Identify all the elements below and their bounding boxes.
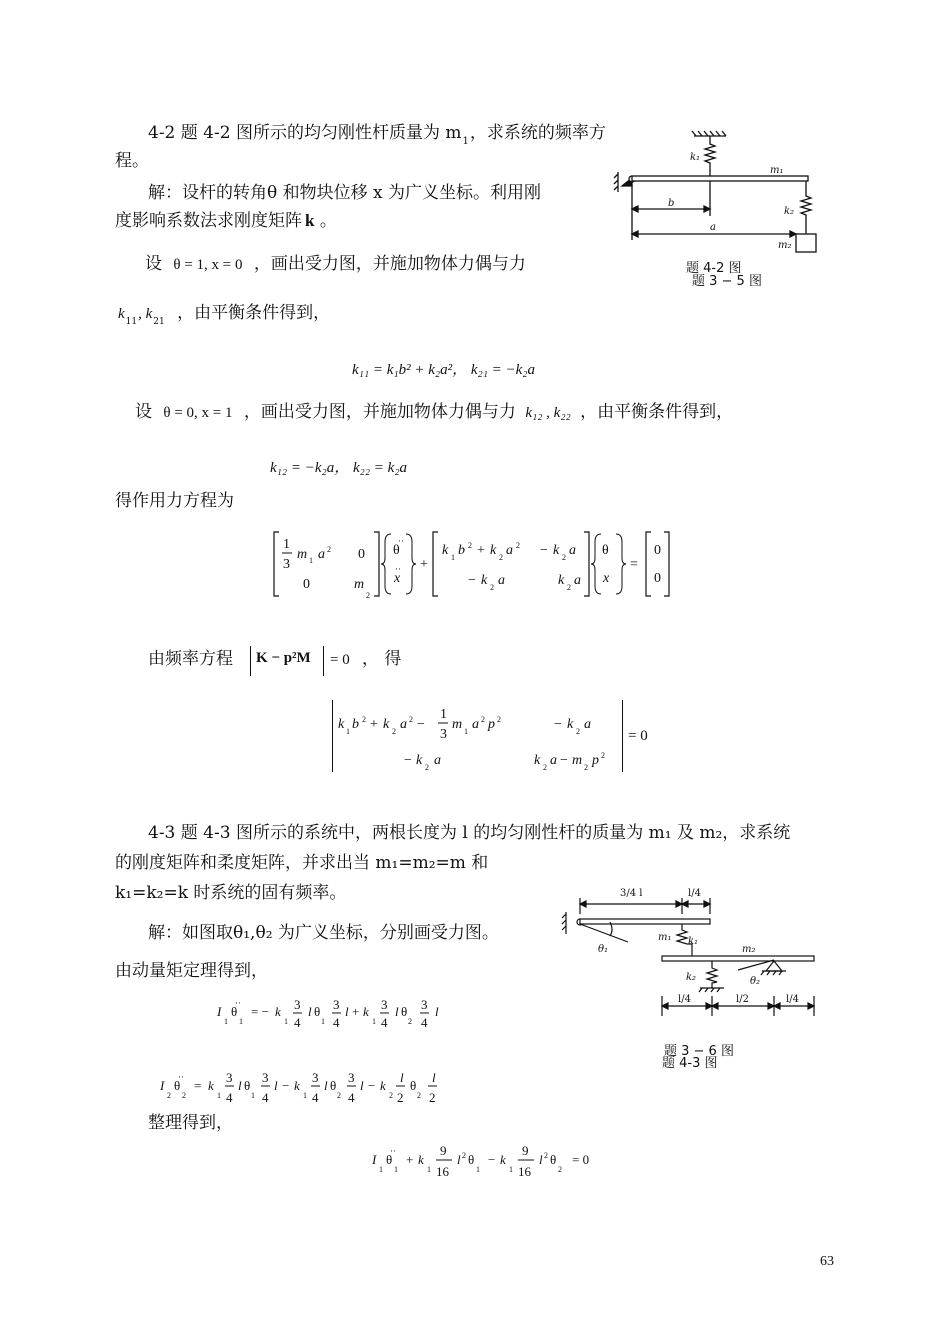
svg-text:2: 2	[409, 715, 413, 724]
det-bar-right-small	[323, 646, 324, 676]
svg-text:k: k	[558, 573, 565, 588]
svg-text:l: l	[539, 1152, 543, 1167]
svg-text:3: 3	[294, 997, 301, 1012]
svg-text:2: 2	[601, 751, 605, 760]
det-bar-right	[622, 700, 623, 772]
figure-4-3-caption: 题 4-3 图	[662, 1056, 718, 1071]
svg-text:l: l	[457, 1152, 461, 1167]
svg-text:3: 3	[312, 1070, 319, 1085]
svg-text:θ: θ	[231, 1004, 238, 1019]
rearranged-eq-svg	[370, 1140, 630, 1182]
svg-text:−: −	[368, 1078, 376, 1093]
svg-text:3: 3	[262, 1070, 269, 1085]
fig43-theta1-label: θ₁	[598, 944, 609, 955]
svg-text:1: 1	[251, 1091, 255, 1100]
svg-text:1: 1	[464, 727, 468, 736]
svg-text:m: m	[572, 753, 583, 768]
svg-text:3: 3	[421, 997, 428, 1012]
moment-eq-2	[158, 1068, 498, 1110]
svg-text:θ: θ	[174, 1078, 181, 1093]
svg-text:4: 4	[381, 1015, 388, 1030]
svg-text:2: 2	[558, 1165, 562, 1174]
svg-text:··: ··	[395, 564, 401, 574]
svg-text:2: 2	[362, 715, 366, 724]
svg-text:9: 9	[440, 1143, 447, 1158]
svg-text:p: p	[592, 753, 599, 768]
svg-text:1: 1	[283, 537, 290, 552]
svg-text:2: 2	[366, 591, 370, 600]
svg-text:0: 0	[654, 571, 661, 586]
svg-text:a: a	[318, 547, 325, 562]
figure-4-3-drawing	[558, 884, 828, 1034]
svg-text:+: +	[352, 1004, 360, 1019]
svg-text:2: 2	[576, 727, 580, 736]
svg-text:b: b	[458, 543, 465, 558]
fig42-k2-label: k₂	[784, 206, 795, 217]
svg-text:1: 1	[379, 1165, 383, 1174]
svg-text:4: 4	[421, 1015, 428, 1030]
svg-text:θ: θ	[386, 1152, 393, 1167]
svg-text:k: k	[275, 1004, 281, 1019]
svg-text:θ: θ	[401, 1004, 408, 1019]
svg-text:2: 2	[481, 715, 485, 724]
moment-eq-1-svg	[215, 994, 475, 1034]
svg-text:a: a	[550, 753, 557, 768]
set-theta1-line: 设 θ = 1, x = 0 ，画出受力图，并施加物体力偶与力	[145, 254, 526, 274]
svg-text:4: 4	[348, 1090, 355, 1105]
solution-4-3-line2: 由动量矩定理得到，	[115, 961, 268, 981]
svg-text:k: k	[208, 1078, 214, 1093]
svg-text:k: k	[534, 753, 541, 768]
equation-of-motion-matrix	[270, 528, 690, 600]
fig43-three-quarter-label: 3/4 l	[620, 888, 643, 899]
moment-eq-2-svg	[158, 1068, 498, 1110]
svg-text:16: 16	[436, 1164, 449, 1179]
svg-text:−: −	[488, 1152, 496, 1167]
determinant-equals: = 0	[628, 728, 648, 744]
svg-text:2: 2	[562, 553, 566, 562]
svg-text:I: I	[217, 1004, 222, 1019]
svg-text:2: 2	[584, 763, 588, 772]
problem-4-3-line1: 4-3 题 4-3 图所示的系统中，两根长度为 l 的均匀刚性杆的质量为 m₁ 及 m₂，求系统	[148, 823, 791, 843]
svg-text:3: 3	[226, 1070, 233, 1085]
frequency-determinant	[336, 700, 621, 772]
svg-text:2: 2	[408, 1017, 412, 1026]
fig43-quarter-bottom2-label: l/4	[786, 994, 799, 1005]
matrix-brackets	[270, 528, 690, 600]
svg-text:2: 2	[167, 1091, 171, 1100]
svg-text:k: k	[363, 1004, 369, 1019]
svg-text:l: l	[308, 1004, 312, 1019]
svg-text:2: 2	[544, 1151, 548, 1160]
figure-4-2-caption: 题 4-2 图	[686, 261, 742, 276]
svg-text:0: 0	[303, 577, 310, 592]
svg-text:=: =	[194, 1078, 202, 1093]
rearranged-eq	[370, 1140, 630, 1182]
svg-text:2: 2	[392, 727, 396, 736]
svg-text:=: =	[630, 557, 638, 572]
svg-text:p: p	[488, 717, 495, 732]
fig43-half-label: l/2	[736, 994, 749, 1005]
svg-text:2: 2	[543, 763, 547, 772]
fig42-a-label: a	[710, 222, 716, 233]
arrange-label: 整理得到，	[148, 1113, 233, 1133]
svg-text:−: −	[554, 717, 562, 732]
svg-text:a: a	[574, 573, 581, 588]
svg-text:l: l	[324, 1078, 328, 1093]
svg-text:k: k	[442, 543, 449, 558]
svg-text:x: x	[603, 571, 610, 586]
svg-text:m: m	[452, 717, 463, 732]
svg-text:θ: θ	[244, 1078, 251, 1093]
svg-text:1: 1	[476, 1165, 480, 1174]
svg-text:θ: θ	[602, 543, 609, 558]
svg-text:1: 1	[346, 727, 350, 736]
svg-text:2: 2	[462, 1151, 466, 1160]
svg-text:θ: θ	[410, 1078, 417, 1093]
svg-text:4: 4	[226, 1090, 233, 1105]
svg-text:1: 1	[309, 556, 313, 565]
det-bar-left	[332, 700, 333, 772]
svg-text:1: 1	[394, 1165, 398, 1174]
svg-text:1: 1	[303, 1091, 307, 1100]
svg-text:l: l	[360, 1078, 364, 1093]
fig43-m1-label: m₁	[658, 932, 672, 943]
figure-4-3	[558, 884, 828, 1034]
fig42-m2-label: m₂	[778, 240, 792, 251]
svg-text:1: 1	[427, 1165, 431, 1174]
svg-text:θ: θ	[330, 1078, 337, 1093]
page-number: 63	[820, 1254, 834, 1269]
svg-text:l: l	[435, 1004, 439, 1019]
svg-text:1: 1	[224, 1017, 228, 1026]
svg-text:2: 2	[397, 1090, 404, 1105]
svg-text:3: 3	[381, 997, 388, 1012]
svg-text:2: 2	[425, 763, 429, 772]
svg-text:k: k	[490, 543, 497, 558]
svg-text:2: 2	[490, 583, 494, 592]
set-x1-line: 设 θ = 0, x = 1 ，画出受力图，并施加物体力偶与力 k₁₂ , k₂₂ ，由平衡条件得到，	[135, 402, 734, 422]
svg-text:2: 2	[468, 541, 472, 550]
svg-text:1: 1	[217, 1091, 221, 1100]
svg-text:2: 2	[327, 545, 331, 554]
svg-text:2: 2	[499, 553, 503, 562]
fig42-k1-label: k₁	[690, 152, 701, 163]
svg-text:··: ··	[390, 1146, 396, 1156]
svg-text:16: 16	[518, 1164, 531, 1179]
svg-text:··: ··	[178, 1072, 184, 1082]
svg-text:k: k	[294, 1078, 300, 1093]
fig43-k2-label: k₂	[686, 972, 697, 983]
svg-text:4: 4	[312, 1090, 319, 1105]
svg-text:x: x	[394, 571, 401, 586]
svg-text:= −: = −	[251, 1004, 269, 1019]
svg-text:2: 2	[516, 541, 520, 550]
svg-text:1: 1	[321, 1017, 325, 1026]
svg-text:1: 1	[440, 707, 447, 722]
svg-text:+: +	[477, 543, 485, 558]
svg-text:a: a	[584, 717, 591, 732]
moment-eq-1	[215, 994, 475, 1034]
fig42-b-label: b	[668, 198, 675, 209]
svg-text:2: 2	[389, 1091, 393, 1100]
svg-text:l: l	[345, 1004, 349, 1019]
svg-text:··: ··	[235, 998, 241, 1008]
svg-text:a: a	[400, 717, 407, 732]
problem-4-2-title: 4-2 题 4-2 图所示的均匀刚性杆质量为 $m_1$，求系统的频率方	[148, 123, 606, 147]
svg-text:k: k	[500, 1152, 506, 1167]
svg-text:9: 9	[522, 1143, 529, 1158]
svg-text:3: 3	[440, 727, 447, 742]
svg-text:1: 1	[239, 1017, 243, 1026]
svg-text:b: b	[352, 717, 359, 732]
problem-4-2-title-cont: 程。	[115, 151, 149, 171]
svg-text:4: 4	[262, 1090, 269, 1105]
fig43-theta2-label: θ₂	[750, 976, 761, 987]
svg-text:−: −	[468, 573, 476, 588]
frequency-eq-after: ， 得	[362, 649, 402, 669]
svg-text:−: −	[417, 717, 425, 732]
svg-text:a: a	[434, 753, 441, 768]
svg-text:θ: θ	[468, 1152, 475, 1167]
svg-text:m: m	[354, 577, 365, 592]
frequency-eq-equals: = 0	[330, 652, 350, 668]
svg-text:θ: θ	[550, 1152, 557, 1167]
fig43-m2-label: m₂	[742, 944, 756, 955]
svg-text:3: 3	[333, 997, 340, 1012]
svg-text:2: 2	[429, 1090, 436, 1105]
stiffness-eq-2: k₁₂ = −k₂a， k₂₂ = k₂a	[270, 460, 408, 476]
determinant-contents	[336, 700, 621, 772]
svg-text:= 0: = 0	[572, 1152, 590, 1167]
det-bar-left-small	[250, 646, 251, 676]
svg-text:a: a	[472, 717, 479, 732]
svg-text:+: +	[406, 1152, 414, 1167]
svg-text:k: k	[416, 753, 423, 768]
svg-text:3: 3	[348, 1070, 355, 1085]
svg-text:2: 2	[417, 1091, 421, 1100]
figure-4-2-caption-old: 题 3 − 5 图	[692, 274, 762, 289]
svg-text:2: 2	[182, 1091, 186, 1100]
svg-text:−: −	[560, 753, 568, 768]
svg-text:l: l	[395, 1004, 399, 1019]
svg-text:+: +	[370, 717, 378, 732]
svg-text:I: I	[160, 1078, 165, 1093]
svg-text:θ: θ	[314, 1004, 321, 1019]
svg-text:a: a	[498, 573, 505, 588]
svg-text:1: 1	[509, 1165, 513, 1174]
solution-4-3-line1: 解：如图取θ₁,θ₂ 为广义坐标，分别画受力图。	[148, 923, 499, 943]
svg-text:m: m	[297, 547, 308, 562]
svg-text:2: 2	[337, 1091, 341, 1100]
svg-text:+: +	[420, 557, 428, 572]
svg-text:k: k	[380, 1078, 386, 1093]
fig42-m1-label: m₁	[770, 165, 784, 176]
svg-text:a: a	[506, 543, 513, 558]
svg-text:4: 4	[294, 1015, 301, 1030]
svg-text:1: 1	[372, 1017, 376, 1026]
solution-4-2-line1: 解：设杆的转角θ 和物块位移 x 为广义坐标。利用刚	[148, 183, 542, 203]
svg-text:θ: θ	[393, 543, 400, 558]
eom-intro: 得作用力方程为	[115, 491, 234, 511]
problem-4-3-line3: k₁=k₂=k 时系统的固有频率。	[115, 883, 347, 903]
svg-text:l: l	[400, 1070, 404, 1085]
svg-text:l: l	[238, 1078, 242, 1093]
svg-text:1: 1	[451, 553, 455, 562]
solution-4-2-line2: 度影响系数法求刚度矩阵 k 。	[115, 211, 337, 231]
svg-text:0: 0	[654, 543, 661, 558]
svg-text:−: −	[540, 543, 548, 558]
fig43-quarter-label: l/4	[688, 888, 701, 899]
frequency-eq-intro: 由频率方程	[148, 649, 233, 669]
svg-text:I: I	[372, 1152, 377, 1167]
svg-text:2: 2	[567, 583, 571, 592]
figure-4-3-caption-old: 题 3 − 6 图	[664, 1044, 734, 1059]
svg-text:k: k	[553, 543, 560, 558]
svg-text:1: 1	[284, 1017, 288, 1026]
fig43-quarter-bottom-label: l/4	[678, 994, 691, 1005]
frequency-eq-math: K − p²M	[256, 650, 311, 666]
stiffness-eq-1: k₁₁ = k₁b² + k₂a²， k₂₁ = −k₂a	[352, 362, 536, 378]
k11-k21-line: $k_{11}$, $k_{21}$ ，由平衡条件得到，	[118, 303, 331, 327]
svg-text:k: k	[481, 573, 488, 588]
svg-text:4: 4	[333, 1015, 340, 1030]
svg-text:k: k	[567, 717, 574, 732]
svg-text:a: a	[569, 543, 576, 558]
svg-text:2: 2	[497, 715, 501, 724]
fig43-k1-label: k₁	[688, 936, 699, 947]
svg-text:l: l	[432, 1070, 436, 1085]
svg-text:−: −	[404, 753, 412, 768]
svg-text:k: k	[383, 717, 390, 732]
svg-text:3: 3	[283, 557, 290, 572]
svg-text:k: k	[338, 717, 345, 732]
svg-text:l: l	[274, 1078, 278, 1093]
svg-text:k: k	[418, 1152, 424, 1167]
svg-text:0: 0	[358, 547, 365, 562]
svg-text:··: ··	[398, 536, 404, 546]
svg-text:−: −	[282, 1078, 290, 1093]
problem-4-3-line2: 的刚度矩阵和柔度矩阵，并求出当 m₁=m₂=m 和	[115, 853, 489, 873]
